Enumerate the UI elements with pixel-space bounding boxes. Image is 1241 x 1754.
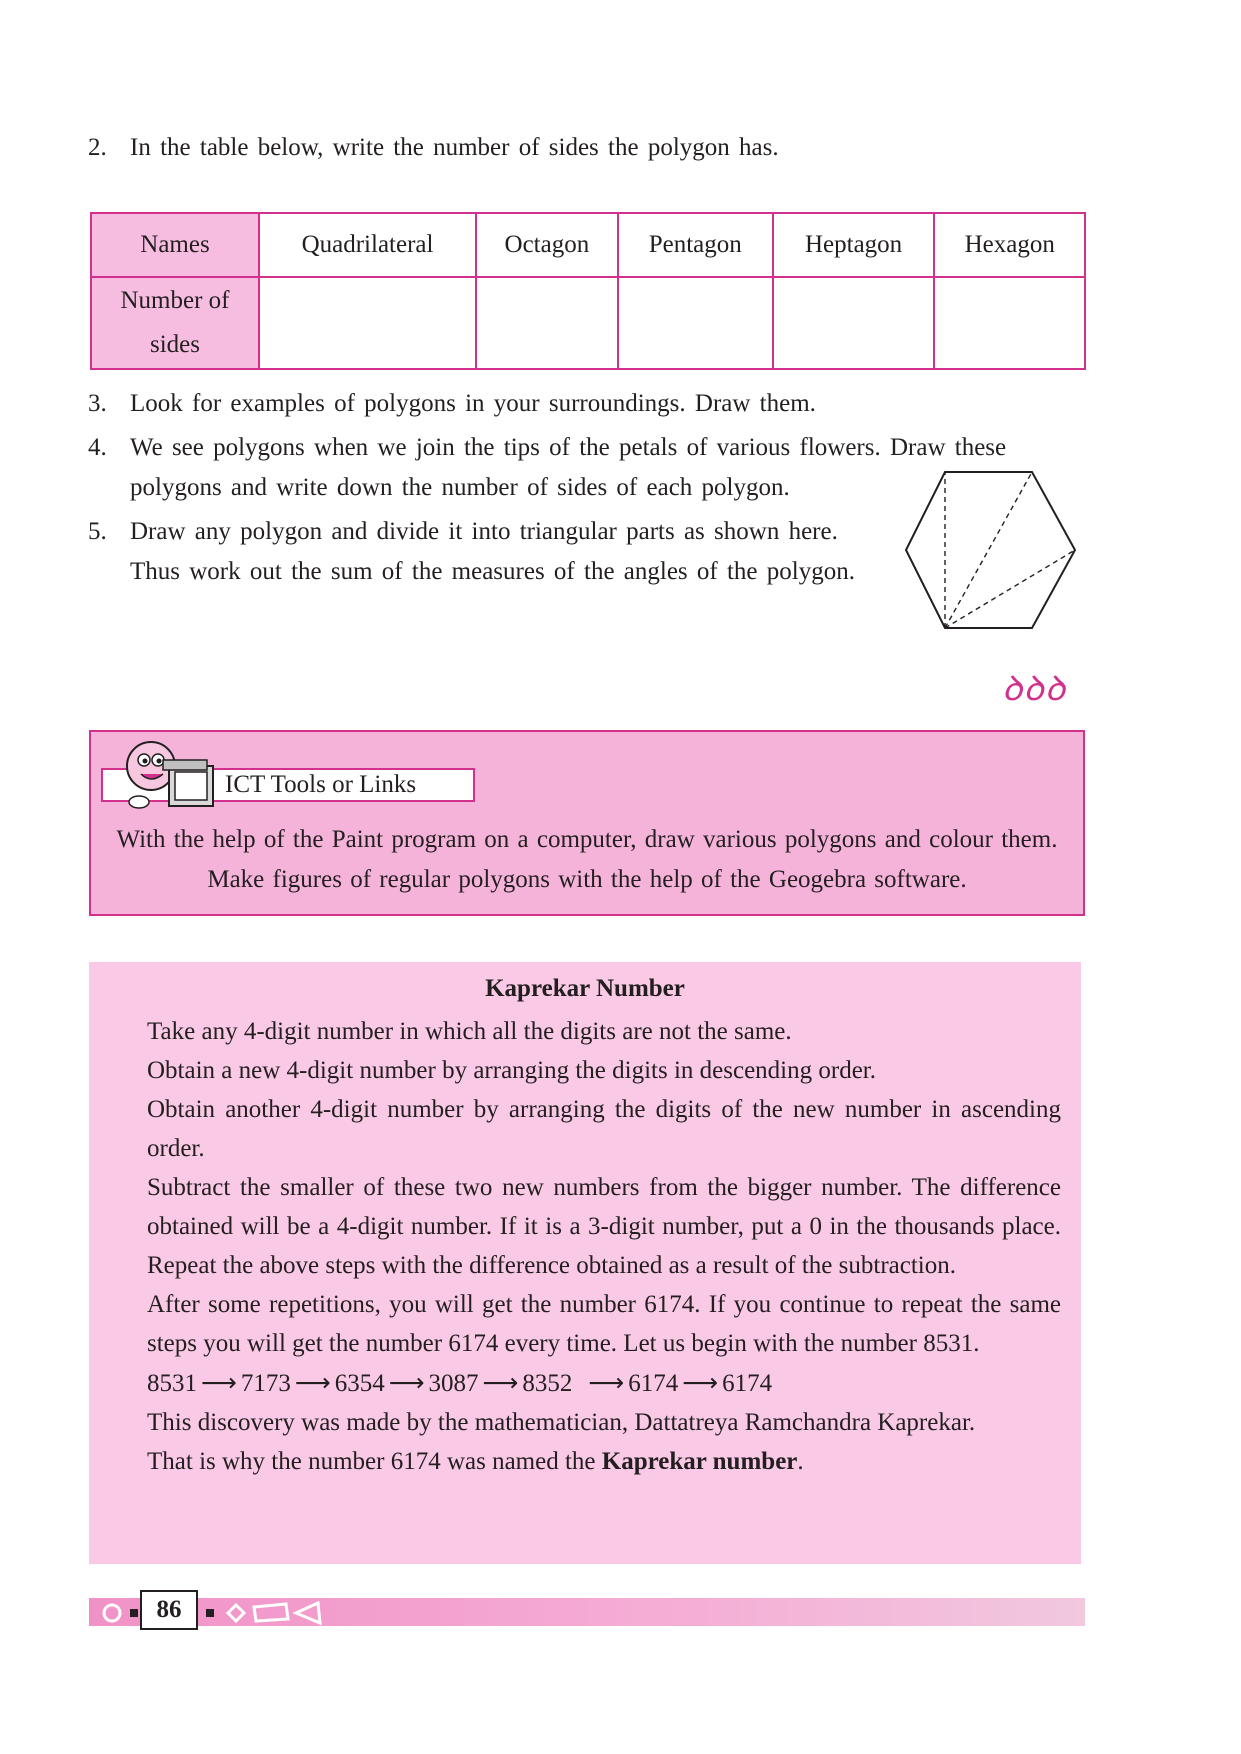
right-arrow-icon: ⟶ [482, 1368, 519, 1397]
answer-cell[interactable] [934, 277, 1085, 369]
chain-number: 3087 [428, 1370, 479, 1397]
kaprekar-title: Kaprekar Number [485, 975, 685, 1002]
hexagon-outline [906, 472, 1075, 628]
ict-tools-box [89, 730, 1085, 916]
diagonal-line [945, 550, 1075, 628]
table-cell-name: Quadrilateral [259, 213, 476, 277]
table-row [91, 277, 1085, 369]
right-arrow-icon: ⟶ [294, 1368, 331, 1397]
kaprekar-text: That is why the number 6174 was named the [147, 1448, 602, 1475]
kaprekar-paragraph: Obtain another 4-digit number by arranging the digits of the new number in ascending order. [147, 1096, 1061, 1162]
question-2 [88, 128, 779, 168]
chain-number: 8531 [147, 1370, 197, 1397]
right-arrow-icon: ⟶ [201, 1368, 237, 1397]
question-number: 4. [88, 434, 107, 461]
chain-number: 6174 [722, 1370, 773, 1397]
question-number: 5. [88, 518, 107, 545]
kaprekar-box [89, 962, 1081, 1564]
question-5 [88, 512, 838, 552]
question-number: 2. [88, 134, 107, 161]
question-5-continued [130, 552, 855, 592]
question-text: Thus work out the sum of the measures of the angles of the polygon. [130, 558, 855, 585]
table-cell-name: Hexagon [934, 213, 1085, 277]
kaprekar-paragraph: Obtain a new 4-digit number by arranging the digits in descending order. [147, 1057, 876, 1084]
kaprekar-paragraph: Subtract the smaller of these two new numbers from the bigger number. The difference obtained will be a 4-digit number. If it is a 3-digit number, put a 0 in the thousands place. Repeat the above steps with the difference obtained as a result of the subtraction. [147, 1174, 1061, 1279]
header-line: Number of [120, 287, 230, 314]
answer-cell[interactable] [618, 277, 773, 369]
table-cell-name: Octagon [476, 213, 618, 277]
right-arrow-icon: ⟶ [588, 1368, 625, 1397]
chain-number: 7173 [240, 1370, 291, 1397]
table-header-number-of-sides [91, 277, 259, 369]
chain-number: 8352 [522, 1370, 573, 1397]
question-3 [88, 384, 816, 424]
kaprekar-paragraph [147, 1442, 1061, 1481]
hexagon-figure [900, 466, 1080, 636]
kaprekar-chain [147, 1363, 1061, 1403]
answer-cell[interactable] [476, 277, 618, 369]
diagonal-line [945, 472, 1032, 628]
page-number: 86 [140, 1590, 198, 1630]
chain-number: 6354 [334, 1370, 385, 1397]
table-header-names: Names [91, 213, 259, 277]
footer-shapes-icon [96, 1600, 336, 1626]
question-4 [88, 428, 1098, 468]
table-row [91, 213, 1085, 277]
answer-cell[interactable] [259, 277, 476, 369]
chain-number: 6174 [628, 1370, 679, 1397]
question-text: polygons and write down the number of sides of each polygon. [130, 474, 790, 501]
table-cell-name: Pentagon [618, 213, 773, 277]
ict-label: ICT Tools or Links [101, 768, 475, 802]
question-number: 3. [88, 390, 107, 417]
polygon-sides-table [90, 212, 1086, 370]
question-text: In the table below, write the number of sides the polygon has. [130, 134, 779, 161]
question-text: Draw any polygon and divide it into triangular parts as shown here. [130, 518, 838, 545]
kaprekar-body [147, 1012, 1061, 1481]
kaprekar-paragraph: Take any 4-digit number in which all the digits are not the same. [147, 1018, 792, 1045]
right-arrow-icon: ⟶ [388, 1368, 425, 1397]
section-end-ornament: ꝺꝺꝺ [1002, 669, 1067, 709]
computer-mascot-icon [119, 736, 229, 814]
kaprekar-bold-term: Kaprekar number [601, 1448, 798, 1475]
question-4-continued [130, 468, 790, 508]
question-text: Look for examples of polygons in your surroundings. Draw them. [130, 390, 816, 417]
ict-text: With the help of the Paint program on a computer, draw various polygons and colour them. Make figures of regular polygons with the help of the Geogebra software. [116, 826, 1058, 893]
right-arrow-icon: ⟶ [682, 1368, 719, 1397]
header-line: sides [150, 331, 200, 358]
question-text: We see polygons when we join the tips of the petals of various flowers. Draw these [130, 434, 1007, 461]
kaprekar-paragraph: After some repetitions, you will get the number 6174. If you continue to repeat the same steps you will get the number 6174 every time. Let us begin with the number 8531. [147, 1291, 1061, 1357]
answer-cell[interactable] [773, 277, 935, 369]
kaprekar-paragraph: This discovery was made by the mathematician, Dattatreya Ramchandra Kaprekar. [147, 1409, 976, 1436]
table-cell-name: Heptagon [773, 213, 935, 277]
kaprekar-text: . [797, 1448, 804, 1475]
